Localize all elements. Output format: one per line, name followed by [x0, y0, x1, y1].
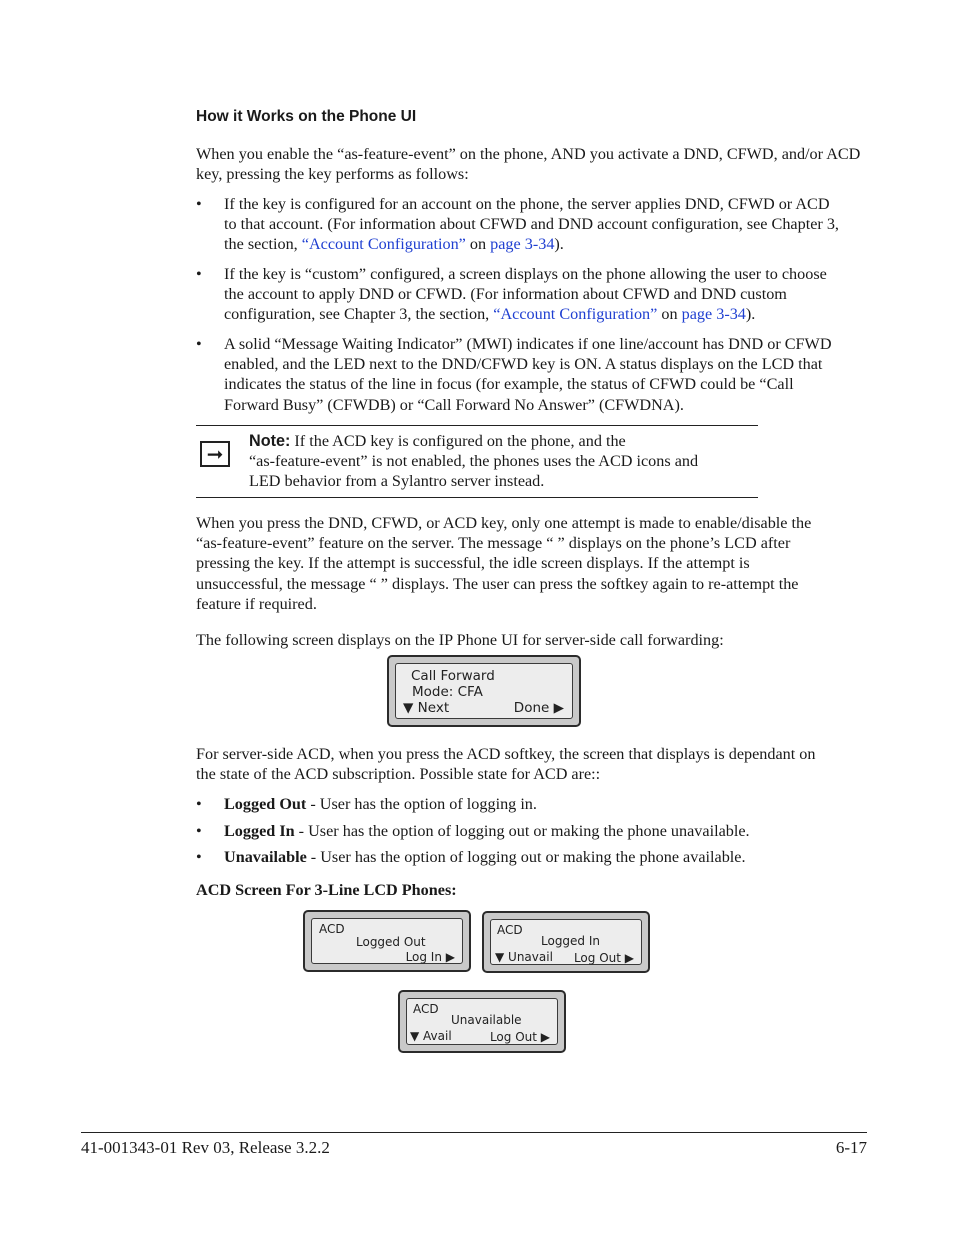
acd-state-desc: - User has the option of logging in. [306, 795, 537, 813]
para2-line-3: pressing the key. If the attempt is successful, the idle screen displays. If the attempt is [196, 554, 750, 573]
arrow-right-icon: ➞ [200, 441, 230, 467]
acd-state-item [224, 794, 537, 814]
footer-rule [81, 1132, 867, 1133]
bullet-marker: • [196, 848, 202, 866]
log-in-softkey[interactable]: Log In ▶ [405, 950, 455, 964]
bullet-1-line-1: If the key is configured for an account on the phone, the server applies DND, CFWD or ACD [224, 195, 830, 213]
acd-screen-title: ACD [319, 922, 345, 936]
account-configuration-link[interactable]: “Account Configuration” [493, 305, 658, 324]
bullet-1-line-3 [224, 234, 874, 254]
bullet-item-2 [224, 264, 874, 325]
bullet-1-text: the section, [224, 235, 302, 254]
acd-state-label: Logged In [541, 934, 601, 948]
page-link[interactable]: page 3-34 [681, 305, 746, 324]
acd-screen-title: ACD [497, 923, 523, 937]
acd-state-term: Logged Out [224, 795, 307, 813]
intro-paragraph: When you enable the “as-feature-event” on the phone, AND you activate a DND, CFWD, and/or ACD key, pressing the key performs as follows: [196, 145, 861, 184]
bullet-marker: • [196, 195, 202, 213]
acd-state-term: Unavailable [224, 848, 307, 866]
acd-screen-title: ACD [413, 1002, 439, 1016]
log-out-softkey[interactable]: Log Out ▶ [489, 1030, 550, 1044]
bullet-2-line-2: the account to apply DND or CFWD. (For information about CFWD and DND custom [224, 285, 787, 304]
acd-state-desc: - User has the option of logging out or making the phone available. [306, 848, 746, 866]
acd-state-desc: - User has the option of logging out or making the phone unavailable. [294, 822, 750, 840]
para2-line-1: When you press the DND, CFWD, or ACD key, only one attempt is made to enable/disable the [196, 514, 812, 532]
note-line-2: “as-feature-event” is not enabled, the phones uses the ACD icons and [249, 452, 699, 471]
section-heading: How it Works on the Phone UI [196, 108, 417, 125]
log-out-softkey[interactable]: Log Out ▶ [573, 951, 634, 965]
acd-lcd-display [406, 998, 558, 1045]
cfwd-intro-paragraph: The following screen displays on the IP Phone UI for server-side call forwarding: [196, 631, 724, 649]
acd-state-label: Logged Out [356, 935, 426, 949]
bullet-1-text-on: on [465, 235, 491, 254]
note-line-3: LED behavior from a Sylantro server instead. [249, 472, 545, 491]
note-label: Note: [249, 432, 291, 450]
cfwd-lcd-display [395, 663, 573, 719]
page-number: 6-17 [835, 1138, 867, 1157]
acd-lcd-logged-in [482, 911, 650, 973]
account-configuration-link[interactable]: “Account Configuration” [301, 235, 466, 254]
bullet-2-line-3 [224, 304, 874, 324]
para2-line-4: unsuccessful, the message “ ” displays. The user can press the softkey again to re-attempt the [196, 574, 799, 593]
bullet-2-text: configuration, see Chapter 3, the section, [224, 305, 494, 324]
acd-state-label: Unavailable [451, 1013, 522, 1027]
acd-intro-paragraph [196, 744, 876, 784]
page-link[interactable]: page 3-34 [490, 235, 555, 254]
attempt-paragraph [196, 513, 876, 614]
bullet-2-line-1: If the key is “custom” configured, a screen displays on the phone allowing the user to choose [224, 265, 827, 283]
bullet-marker: • [196, 265, 202, 283]
bullet-2-text-on: on [657, 305, 682, 324]
cfwd-mode-label: Mode: CFA [412, 684, 483, 700]
bullet-1-line-2: to that account. (For information about CFWD and DND account configuration, see Chapter 3, [224, 215, 839, 234]
para2-line-5: feature if required. [196, 594, 317, 613]
bullet-3-line-3: indicates the status of the line in focus (for example, the status of CFWD could be “Call [224, 375, 794, 394]
acd-state-term: Logged In [224, 822, 295, 840]
bullet-3-line-2: enabled, and the LED next to the DND/CFWD key is ON. A status displays on the LCD that [224, 355, 823, 374]
note-text [249, 431, 754, 492]
next-softkey[interactable]: ▼ Next [403, 700, 450, 716]
para2-line-2: “as-feature-event” feature on the server. The message “ ” displays on the phone’s LCD after [196, 534, 791, 553]
note-line-1: If the ACD key is configured on the phone, and the [290, 432, 626, 450]
acd-lcd-display [490, 919, 642, 965]
acd-lcd-display [311, 918, 463, 964]
para4-line-2: the state of the ACD subscription. Possible state for ACD are:: [196, 765, 601, 784]
bullet-3-line-4: Forward Busy” (CFWDB) or “Call Forward No Answer” (CFWDNA). [224, 395, 684, 414]
para4-line-1: For server-side ACD, when you press the ACD softkey, the screen that displays is dependant on [196, 745, 816, 763]
done-softkey[interactable]: Done ▶ [513, 700, 564, 716]
bullet-marker: • [196, 795, 202, 813]
acd-lcd-unavailable [398, 990, 566, 1053]
acd-state-item [224, 847, 746, 867]
acd-lcd-logged-out [303, 910, 471, 972]
cfwd-screen-title: Call Forward [411, 668, 495, 684]
unavail-softkey[interactable]: ▼ Unavail [495, 950, 553, 964]
bullet-1-text-end: ). [554, 235, 564, 254]
bullet-marker: • [196, 822, 202, 840]
cfwd-lcd-screen [387, 655, 581, 727]
avail-softkey[interactable]: ▼ Avail [410, 1029, 452, 1043]
acd-state-item [224, 821, 750, 841]
bullet-3-line-1: A solid “Message Waiting Indicator” (MWI) indicates if one line/account has DND or CFWD [224, 335, 832, 353]
bullet-2-text-end: ). [745, 305, 756, 324]
acd-screen-heading: ACD Screen For 3-Line LCD Phones: [196, 881, 457, 899]
note-bottom-rule [196, 497, 758, 498]
footer-doc-id: 41-001343-01 Rev 03, Release 3.2.2 [81, 1138, 330, 1157]
note-top-rule [196, 425, 758, 426]
bullet-marker: • [196, 335, 202, 353]
bullet-item-1 [224, 194, 874, 255]
bullet-item-3 [224, 334, 874, 415]
